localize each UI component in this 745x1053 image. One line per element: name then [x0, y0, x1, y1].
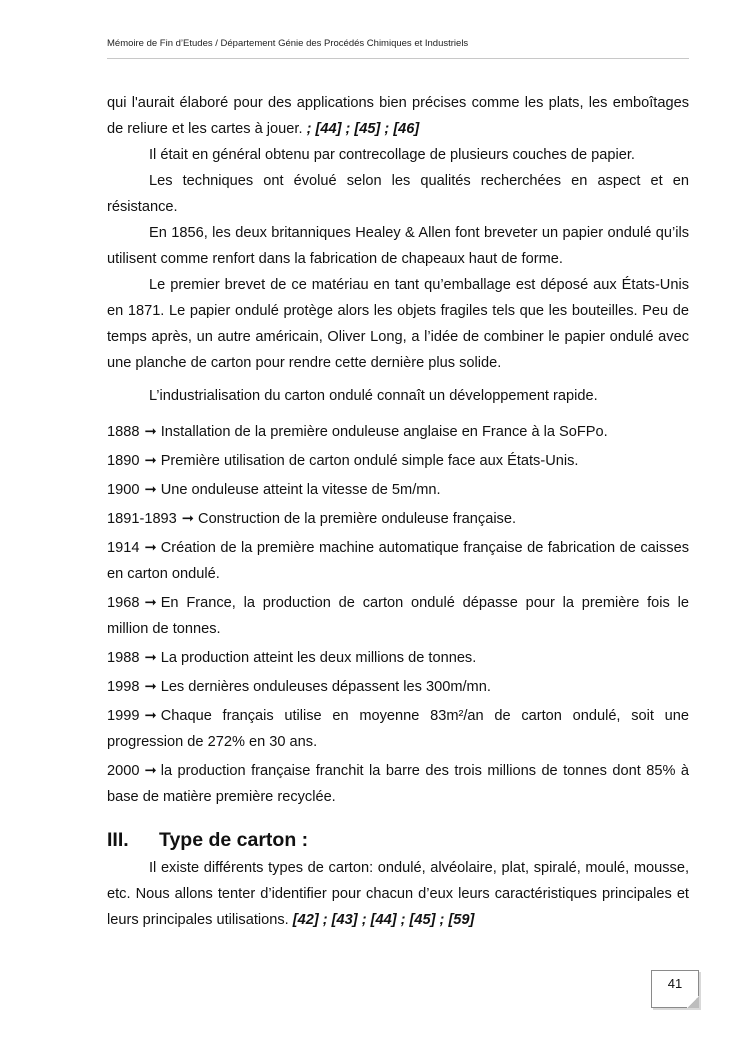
- timeline-year: 1968: [107, 595, 140, 611]
- references: [42] ; [43] ; [44] ; [45] ; [59]: [292, 912, 475, 928]
- timeline-text: La production atteint les deux millions de tonnes.: [160, 650, 477, 666]
- page-number-box: [651, 970, 699, 1008]
- timeline-text: Construction de la première onduleuse française.: [198, 511, 517, 527]
- document-body: [107, 90, 689, 933]
- paragraph: En 1856, les deux britanniques Healey & Allen font breveter un papier ondulé qu’ils utilisent comme renfort dans la fabrication de chapeaux haut de forme.: [107, 225, 689, 267]
- timeline-year: 1900: [107, 482, 140, 498]
- timeline-text: Les dernières onduleuses dépassent les 300m/mn.: [160, 679, 491, 695]
- timeline-item: [107, 419, 689, 445]
- page-fold-corner: [687, 996, 699, 1008]
- paragraph: Le premier brevet de ce matériau en tant qu’emballage est déposé aux États-Unis en 1871. Le papier ondulé protège alors les objets fragiles tels que les bouteilles. Peu de temps après, un autre américain, Oliver Long, a l’idée de combiner le papier ondulé avec une planche de carton pour rendre cette dernière plus solide.: [107, 277, 689, 371]
- arrow-right-icon: ➞: [144, 482, 157, 498]
- timeline-year: 1890: [107, 453, 140, 469]
- timeline-text: En France, la production de carton ondulé dépasse pour la première fois le million de tonnes.: [107, 595, 689, 637]
- paragraph: Il était en général obtenu par contrecollage de plusieurs couches de papier.: [149, 147, 635, 163]
- timeline-item: [107, 674, 689, 700]
- timeline-item: [107, 506, 689, 532]
- arrow-right-icon: ➞: [144, 453, 157, 469]
- header-rule: [107, 58, 689, 59]
- arrow-right-icon: ➞: [144, 708, 157, 724]
- paragraph-text: qui l'aurait élaboré pour des applications bien précises comme les plats, les emboîtages de reliure et les cartes à jouer.: [107, 95, 689, 137]
- timeline-text: Création de la première machine automatique française de fabrication de caisses en carton ondulé.: [107, 540, 689, 582]
- timeline-list: [107, 419, 689, 810]
- arrow-right-icon: ➞: [144, 650, 157, 666]
- timeline-text: Installation de la première onduleuse anglaise en France à la SoFPo.: [160, 424, 608, 440]
- timeline-year: 1891-1893: [107, 511, 177, 527]
- timeline-year: 1988: [107, 650, 140, 666]
- timeline-item: [107, 758, 689, 810]
- arrow-right-icon: ➞: [144, 679, 157, 695]
- timeline-text: Première utilisation de carton ondulé simple face aux États-Unis.: [160, 453, 579, 469]
- timeline-text: Chaque français utilise en moyenne 83m²/an de carton ondulé, soit une progression de 272% en 30 ans.: [107, 708, 689, 750]
- arrow-right-icon: ➞: [144, 540, 157, 556]
- timeline-year: 2000: [107, 763, 140, 779]
- page-number: 41: [667, 976, 683, 991]
- references: ; [44] ; [45] ; [46]: [306, 121, 420, 137]
- timeline-text: la production française franchit la barre des trois millions de tonnes dont 85% à base de matière première recyclée.: [107, 763, 689, 805]
- section-title: Type de carton :: [159, 829, 309, 851]
- timeline-text: Une onduleuse atteint la vitesse de 5m/mn.: [160, 482, 441, 498]
- arrow-right-icon: ➞: [144, 763, 157, 779]
- timeline-year: 1999: [107, 708, 140, 724]
- arrow-right-icon: ➞: [144, 595, 157, 611]
- timeline-item: [107, 448, 689, 474]
- timeline-year: 1998: [107, 679, 140, 695]
- section-number: III.: [107, 829, 129, 851]
- paragraph: L’industrialisation du carton ondulé connaît un développement rapide.: [149, 388, 598, 404]
- timeline-item: [107, 477, 689, 503]
- paragraph-text: Il existe différents types de carton: ondulé, alvéolaire, plat, spiralé, moulé, mousse, etc. Nous allons tenter d’identifier pour chacun d’eux leurs caractéristiques principales et leurs principales utilisations.: [107, 860, 689, 928]
- timeline-item: [107, 535, 689, 587]
- arrow-right-icon: ➞: [144, 424, 157, 440]
- timeline-item: [107, 703, 689, 755]
- timeline-item: [107, 590, 689, 642]
- section-heading: [107, 825, 689, 855]
- arrow-right-icon: ➞: [181, 511, 195, 527]
- paragraph-section: [107, 855, 689, 933]
- running-header: Mémoire de Fin d’Etudes / Département Génie des Procédés Chimiques et Industriels: [107, 38, 469, 49]
- timeline-item: [107, 645, 689, 671]
- paragraph-intro: [107, 90, 689, 142]
- timeline-year: 1888: [107, 424, 140, 440]
- timeline-year: 1914: [107, 540, 140, 556]
- paragraph: Les techniques ont évolué selon les qualités recherchées en aspect et en résistance.: [107, 173, 689, 215]
